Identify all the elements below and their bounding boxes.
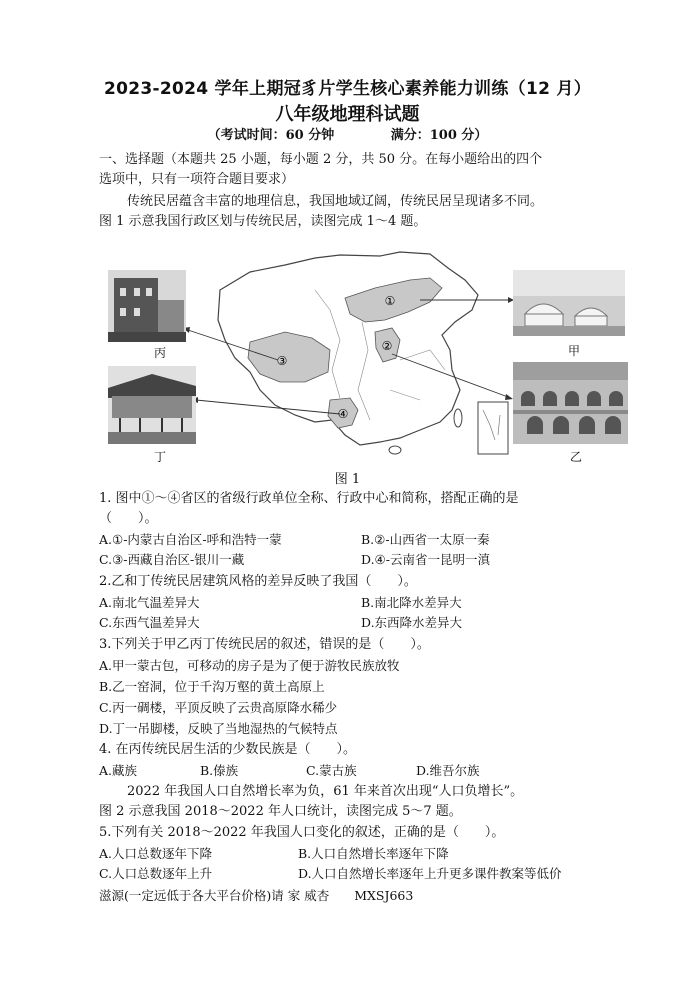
south-sea-inset [478, 402, 508, 454]
intro2-line1: 2022 年我国人口自然增长率为负，61 年来首次出现“人口负增长”。 [127, 784, 524, 799]
q3-option-b: B.乙一窑洞，位于千沟万壑的黄土高原上 [99, 679, 325, 694]
caption-ding: 丁 [154, 450, 167, 464]
section-heading-line2: 选项中，只有一项符合题目要求） [99, 172, 295, 187]
q4-option-b: B.傣族 [200, 763, 239, 778]
intro2-line2: 图 2 示意我国 2018～2022 年人口统计，读图完成 5～7 题。 [99, 804, 462, 819]
q5-option-a: A.人口总数逐年下降 [99, 846, 213, 861]
q2-option-d: D.东西降水差异大 [361, 615, 463, 630]
q1-option-b: B.②-山西省一太原一秦 [361, 532, 490, 547]
photo-ding [108, 366, 196, 444]
title-line-2: 八年级地理科试题 [275, 104, 420, 125]
q2-option-a: A.南北气温差异大 [99, 595, 200, 610]
photo-jia [513, 270, 625, 336]
caption-jia: 甲 [568, 344, 581, 358]
figure-1 [100, 250, 630, 465]
full-score: 满分：100 分） [390, 128, 488, 143]
marker-3: ③ [276, 354, 288, 368]
q4-option-a: A.藏族 [99, 763, 138, 778]
caption-bing: 丙 [154, 346, 167, 360]
q4-option-c: C.蒙古族 [306, 763, 357, 778]
q1-stem-line2: （ ）。 [99, 511, 158, 526]
q1-stem-line1: 1. 图中①～④省区的省级行政单位全称、行政中心和简称，搭配正确的是 [99, 491, 519, 506]
marker-1: ① [384, 294, 396, 308]
photo-bing [108, 270, 186, 342]
photo-yi [513, 362, 628, 444]
intro-line2: 图 1 示意我国行政区划与传统民居，读图完成 1～4 题。 [99, 214, 427, 229]
title-line-1: 2023-2024 学年上期冠豸片学生核心素养能力训练（12 月） [103, 79, 592, 99]
exam-time: （考试时间：60 分钟 [207, 128, 335, 143]
q4-option-d: D.维吾尔族 [416, 763, 480, 778]
marker-2: ② [381, 339, 393, 353]
q4-stem: 4. 在丙传统民居生活的少数民族是（ ）。 [99, 742, 357, 757]
q3-option-a: A.甲一蒙古包，可移动的房子是为了便于游牧民族放牧 [99, 658, 400, 673]
q5-option-c: C.人口总数逐年上升 [99, 866, 213, 881]
footer-watermark: 滋源(一定远低于各大平台价格)请 家 威杏 MXSJ663 [99, 888, 414, 903]
exam-meta [0, 124, 695, 143]
section-heading-line1: 一、选择题（本题共 25 小题，每小题 2 分，共 50 分。在每小题给出的四个 [99, 152, 543, 167]
marker-4: ④ [337, 407, 349, 421]
q2-option-b: B.南北降水差异大 [361, 595, 462, 610]
q5-stem: 5.下列有关 2018～2022 年我国人口变化的叙述，正确的是（ ）。 [99, 825, 505, 840]
q5-option-d: D.人口自然增长率逐年上升更多课件教案等低价 [298, 866, 562, 881]
q1-option-c: C.③-西藏自治区-银川一藏 [99, 552, 245, 567]
q2-option-c: C.东西气温差异大 [99, 615, 200, 630]
caption-yi: 乙 [570, 450, 583, 464]
intro-line1: 传统民居蕴含丰富的地理信息，我国地域辽阔，传统民居呈现诸多不同。 [127, 194, 544, 209]
q5-option-b: B.人口自然增长率逐年下降 [298, 846, 449, 861]
q3-stem: 3.下列关于甲乙丙丁传统民居的叙述，错误的是（ ）。 [99, 637, 430, 652]
q2-stem: 2.乙和丁传统民居建筑风格的差异反映了我国（ ）。 [99, 574, 417, 589]
q1-option-d: D.④-云南省一昆明一滇 [361, 552, 490, 567]
figure-1-label: 图 1 [334, 472, 361, 487]
q1-option-a: A.①-内蒙古自治区-呼和浩特一蒙 [99, 532, 282, 547]
q3-option-d: D.丁一吊脚楼，反映了当地湿热的气候特点 [99, 721, 338, 736]
q3-option-c: C.丙一碉楼，平顶反映了云贵高原降水稀少 [99, 700, 338, 715]
